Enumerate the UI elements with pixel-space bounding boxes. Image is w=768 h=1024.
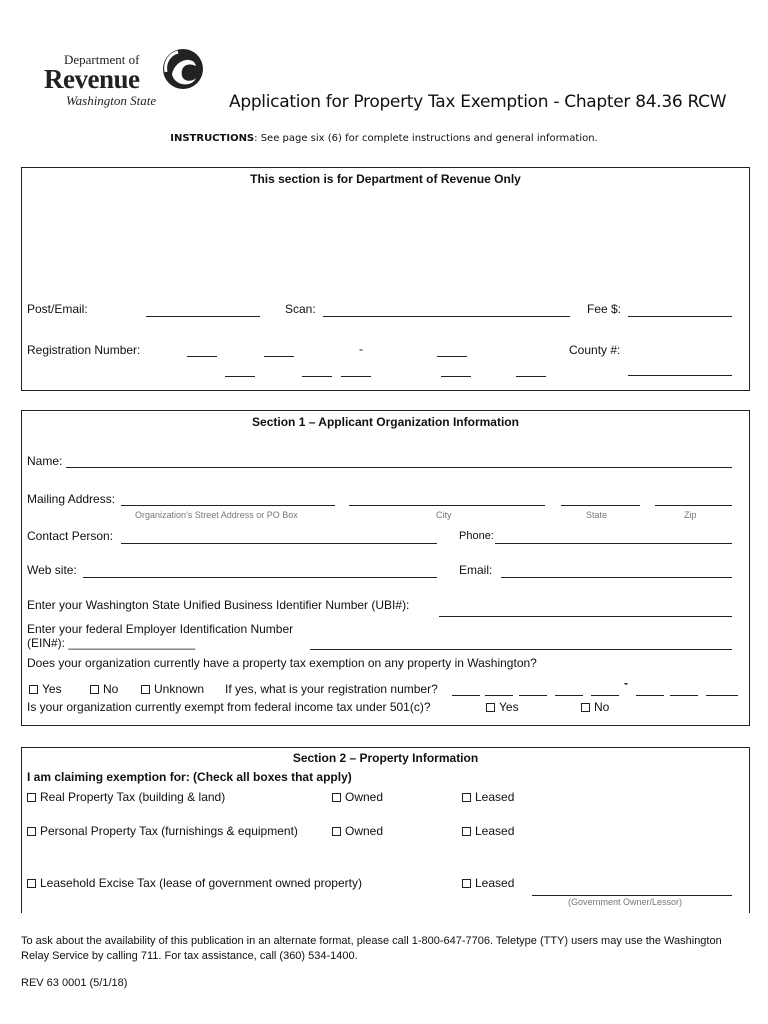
exemption-unknown-label: Unknown <box>154 682 205 696</box>
checkbox-icon[interactable] <box>581 703 590 712</box>
ubi-field[interactable] <box>439 616 732 617</box>
registration-digit-field[interactable] <box>441 376 471 377</box>
ein-label-line2: (EIN#): ___________________ <box>27 636 196 650</box>
checkbox-icon[interactable] <box>90 685 99 694</box>
name-field[interactable] <box>66 467 732 468</box>
reg-digit-field[interactable] <box>555 695 583 696</box>
reg-digit-field[interactable] <box>591 695 619 696</box>
mailing-address-label: Mailing Address: <box>27 492 116 506</box>
real-property-leased-option[interactable] <box>462 790 514 804</box>
checkbox-icon[interactable] <box>462 827 471 836</box>
leasehold-label: Leasehold Excise Tax (lease of government owned property) <box>40 876 362 890</box>
exemption-yes-label: Yes <box>42 682 62 696</box>
city-field[interactable] <box>349 505 545 506</box>
logo-line-revenue: Revenue <box>44 64 140 94</box>
section2-title: Section 2 – Property Information <box>292 751 479 765</box>
government-owner-hint: (Government Owner/Lessor) <box>568 897 683 907</box>
zip-field[interactable] <box>655 505 732 506</box>
federal-yes-option[interactable] <box>486 700 519 714</box>
personal-property-leased-option[interactable] <box>462 824 514 838</box>
ein-label-line1: Enter your federal Employer Identification Number <box>27 622 294 636</box>
dor-logo <box>44 44 208 110</box>
leased-label: Leased <box>475 790 515 804</box>
section1-title: Section 1 – Applicant Organization Information <box>252 415 519 429</box>
claiming-label: I am claiming exemption for: (Check all boxes that apply) <box>27 770 352 784</box>
owned-label: Owned <box>345 790 384 804</box>
leasehold-option[interactable] <box>27 876 362 890</box>
reg-digit-field[interactable] <box>485 695 513 696</box>
checkbox-icon[interactable] <box>141 685 150 694</box>
government-owner-field[interactable] <box>532 895 732 896</box>
form-number: REV 63 0001 (5/1/18) <box>21 977 128 989</box>
checkbox-icon[interactable] <box>27 793 36 802</box>
personal-property-label: Personal Property Tax (furnishings & equipment) <box>40 824 298 838</box>
exemption-no-option[interactable] <box>90 682 118 696</box>
city-hint: City <box>436 510 452 520</box>
personal-property-owned-option[interactable] <box>332 824 383 838</box>
website-field[interactable] <box>83 577 437 578</box>
fee-field[interactable] <box>628 316 732 317</box>
phone-label: Phone: <box>459 530 494 542</box>
contact-person-field[interactable] <box>121 543 437 544</box>
registration-dash: - <box>359 342 363 356</box>
checkbox-icon[interactable] <box>332 793 341 802</box>
exemption-unknown-option[interactable] <box>141 682 204 696</box>
dor-only-section <box>21 167 750 391</box>
post-email-label: Post/Email: <box>27 302 88 316</box>
checkbox-icon[interactable] <box>27 879 36 888</box>
reg-dash: - <box>624 676 628 690</box>
if-yes-registration-label: If yes, what is your registration number? <box>225 682 438 696</box>
registration-digit-field[interactable] <box>437 356 467 357</box>
website-label: Web site: <box>27 563 77 577</box>
checkbox-icon[interactable] <box>332 827 341 836</box>
scan-label: Scan: <box>285 302 316 316</box>
registration-digit-field[interactable] <box>187 356 217 357</box>
post-email-field[interactable] <box>146 316 260 317</box>
registration-digit-field[interactable] <box>302 376 332 377</box>
ein-field[interactable] <box>310 649 732 650</box>
real-property-owned-option[interactable] <box>332 790 383 804</box>
federal-exempt-question: Is your organization currently exempt from federal income tax under 501(c)? <box>27 700 431 714</box>
logo-line-washington: Washington State <box>66 93 157 108</box>
checkbox-icon[interactable] <box>29 685 38 694</box>
personal-property-option[interactable] <box>27 824 298 838</box>
real-property-option[interactable] <box>27 790 225 804</box>
name-label: Name: <box>27 454 63 468</box>
registration-digit-field[interactable] <box>225 376 255 377</box>
fee-label: Fee $: <box>587 302 622 316</box>
leased-label: Leased <box>475 876 515 890</box>
page-title: Application for Property Tax Exemption - Chapter 84.36 RCW <box>229 92 727 112</box>
street-address-field[interactable] <box>121 505 335 506</box>
email-field[interactable] <box>501 577 732 578</box>
exemption-no-label: No <box>103 682 119 696</box>
exemption-yes-option[interactable] <box>29 682 62 696</box>
real-property-label: Real Property Tax (building & land) <box>40 790 226 804</box>
checkbox-icon[interactable] <box>27 827 36 836</box>
federal-yes-label: Yes <box>499 700 519 714</box>
leased-label: Leased <box>475 824 515 838</box>
registration-number-label: Registration Number: <box>27 343 141 357</box>
scan-field[interactable] <box>323 316 570 317</box>
county-label: County #: <box>569 343 621 357</box>
instructions <box>0 133 768 144</box>
wa-dor-swoosh-icon <box>158 44 208 94</box>
dor-section-title: This section is for Department of Revenue Only <box>250 172 521 186</box>
county-field[interactable] <box>628 375 732 376</box>
federal-no-label: No <box>594 700 610 714</box>
registration-digit-field[interactable] <box>264 356 294 357</box>
ubi-label: Enter your Washington State Unified Business Identifier Number (UBI#): <box>27 598 410 612</box>
checkbox-icon[interactable] <box>462 793 471 802</box>
reg-digit-field[interactable] <box>706 695 738 696</box>
registration-digit-field[interactable] <box>516 376 546 377</box>
leasehold-leased-option[interactable] <box>462 876 514 890</box>
reg-digit-field[interactable] <box>636 695 664 696</box>
phone-field[interactable] <box>495 543 732 544</box>
state-hint: State <box>586 510 608 520</box>
checkbox-icon[interactable] <box>486 703 495 712</box>
section1-applicant-info <box>21 410 750 726</box>
instructions-text: : See page six (6) for complete instructions and general information. <box>254 133 598 144</box>
availability-notice: To ask about the availability of this publication in an alternate format, please call 1-800-647-7706. Teletype (TTY) users may use the Washington Relay Service by calling 711. For tax assistance, call (360) 534-1400. <box>21 935 722 962</box>
checkbox-icon[interactable] <box>462 879 471 888</box>
exemption-question: Does your organization currently have a property tax exemption on any property in Washington? <box>27 656 537 670</box>
contact-person-label: Contact Person: <box>27 529 114 543</box>
logo-line-department: Department of <box>64 52 140 67</box>
instructions-label: INSTRUCTIONS <box>170 133 255 144</box>
federal-no-option[interactable] <box>581 700 609 714</box>
email-label: Email: <box>459 563 493 577</box>
reg-digit-field[interactable] <box>670 695 698 696</box>
owned-label: Owned <box>345 824 384 838</box>
registration-digit-field[interactable] <box>341 376 371 377</box>
street-address-hint: Organization's Street Address or PO Box <box>135 510 298 520</box>
reg-digit-field[interactable] <box>452 695 480 696</box>
zip-hint: Zip <box>684 510 697 520</box>
reg-digit-field[interactable] <box>519 695 547 696</box>
state-field[interactable] <box>561 505 640 506</box>
